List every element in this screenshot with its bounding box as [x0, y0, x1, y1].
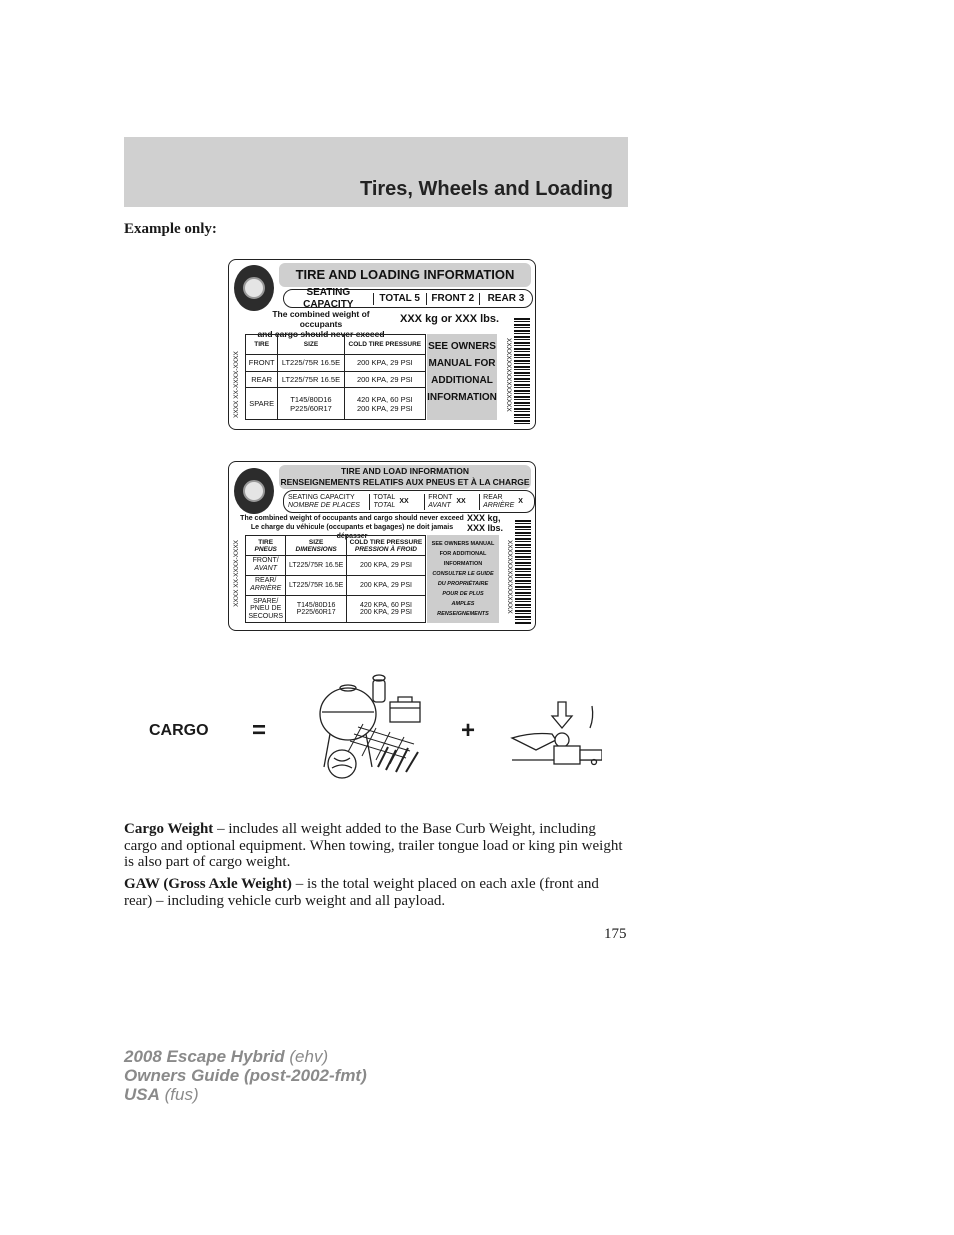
page-number: 175: [604, 926, 627, 942]
rear-en: REAR: [483, 493, 503, 501]
seating-capacity-row: [283, 490, 535, 513]
label-title: TIRE AND LOADING INFORMATION: [279, 263, 531, 287]
table-row: [246, 575, 426, 595]
pressure-spare-1: 420 KPA, 60 PSI: [356, 394, 413, 404]
warning-line-2: Le charge du véhicule (occupants et bagages) ne doit jamais dépasser: [250, 524, 454, 540]
front-en: FRONT: [428, 493, 453, 501]
cargo-weight-term: Cargo Weight: [124, 821, 214, 837]
footer: [124, 1047, 367, 1104]
cargo-label: CARGO: [149, 722, 209, 739]
size-spare-2: P225/60R17: [290, 403, 332, 413]
label-title: [279, 465, 531, 489]
pressure-front: 200 KPA, 29 PSI: [346, 556, 425, 576]
size-rear: LT225/75R 16.5E: [278, 371, 344, 388]
gaw-term: GAW (Gross Axle Weight): [124, 876, 292, 892]
weight-lbs: XXX lbs.: [467, 523, 504, 533]
front-value: XX: [456, 497, 466, 505]
seating-capacity: SEATING CAPACITY: [303, 286, 354, 310]
col-tire-fr: PNEUS: [254, 545, 277, 553]
seating-capacity-row: [283, 286, 533, 310]
tire-front-fr: AVANT: [254, 565, 277, 573]
panel-line: SEE OWNERS: [428, 341, 496, 352]
warning-line-2: and cargo should never exceed: [257, 329, 385, 339]
table-row: [246, 595, 426, 622]
col-pressure-fr: PRESSION À FROID: [354, 545, 417, 553]
tire-spare: [246, 595, 286, 622]
footer-region: USA: [124, 1085, 160, 1104]
size-spare-1: T145/80D16: [290, 394, 332, 404]
col-size: [286, 536, 347, 556]
table-row: [246, 388, 426, 420]
tire-rear: [246, 575, 286, 595]
tire-front: [246, 556, 286, 576]
cargo-weight-paragraph: [124, 821, 630, 871]
warning-line-1: The combined weight of occupants: [272, 309, 370, 329]
size-spare: [278, 388, 344, 420]
total-fr: TOTAL: [373, 501, 396, 509]
size-front: LT225/75R 16.5E: [286, 556, 347, 576]
seating-capacity: [284, 494, 369, 510]
seating-front: FRONT 2: [426, 293, 479, 305]
panel-line: FOR ADDITIONAL: [439, 551, 487, 557]
tire-spare-en: SPARE/: [253, 597, 279, 605]
seating-total: [369, 494, 424, 510]
rear-fr: ARRIÈRE: [483, 501, 515, 509]
panel-line: AMPLES: [451, 601, 475, 607]
panel-line: POUR DE PLUS: [442, 591, 484, 597]
see-owners-panel: [427, 535, 499, 623]
tire-rear-en: REAR/: [254, 577, 277, 585]
front-fr: AVANT: [428, 501, 451, 509]
tire-icon: [234, 468, 274, 514]
footer-model-code: (ehv): [284, 1047, 329, 1066]
tire-load-label-bilingual: [228, 461, 536, 631]
col-pressure: [346, 536, 425, 556]
pressure-spare-2: 200 KPA, 29 PSI: [359, 608, 412, 616]
seating-front: [424, 494, 479, 510]
max-weight: [467, 513, 503, 533]
cargo-items-illustration: [318, 672, 428, 784]
barcode-code: XXXXXXXXXXXXXXXXX: [506, 540, 513, 614]
cargo-weight-text: – includes all weight added to the Base Curb Weight, including cargo and optional equipment. When towing, trailer tongue load or king pin weight is also part of cargo weight.: [124, 821, 623, 870]
plus-sign: +: [461, 717, 476, 744]
tire-rear-fr: ARRIÈRE: [250, 585, 282, 593]
col-size-fr: DIMENSIONS: [295, 545, 337, 553]
total-value: XX: [399, 497, 409, 505]
col-pressure-en: COLD TIRE PRESSURE: [349, 538, 423, 546]
size-spare-2: P225/60R17: [296, 608, 336, 616]
col-tire: [246, 536, 286, 556]
title-french: RENSEIGNEMENTS RELATIFS AUX PNEUS ET À LA CHARGE: [280, 477, 530, 487]
pressure-rear: 200 KPA, 29 PSI: [344, 371, 425, 388]
col-size: SIZE: [278, 335, 344, 355]
tire-rear: REAR: [246, 371, 278, 388]
header-band: [124, 137, 628, 207]
pressure-spare: [344, 388, 425, 420]
trailer-hitch-illustration: [510, 700, 602, 772]
size-rear: LT225/75R 16.5E: [286, 575, 347, 595]
col-tire-en: TIRE: [258, 538, 274, 546]
pressure-rear: 200 KPA, 29 PSI: [346, 575, 425, 595]
gaw-text: – is the total weight placed on each axle (front and rear) – including vehicle curb weight and all payload.: [124, 876, 599, 909]
panel-line: DU PROPRIÉTAIRE: [437, 581, 489, 587]
pressure-spare-1: 420 KPA, 60 PSI: [359, 601, 412, 609]
title-english: TIRE AND LOAD INFORMATION: [341, 466, 469, 476]
panel-line: ADDITIONAL: [431, 375, 493, 386]
tire-front-en: FRONT/: [252, 557, 279, 565]
seating-total: TOTAL 5: [373, 293, 426, 305]
footer-line-1: [124, 1047, 367, 1066]
col-size-en: SIZE: [308, 538, 324, 546]
pressure-spare: [346, 595, 425, 622]
pressure-front: 200 KPA, 29 PSI: [344, 355, 425, 372]
seating-fr: NOMBRE DE PLACES: [288, 501, 360, 509]
total-en: TOTAL: [373, 493, 396, 501]
panel-line: MANUAL FOR: [428, 358, 496, 369]
tire-table: [245, 535, 426, 623]
col-pressure: COLD TIRE PRESSURE: [344, 335, 425, 355]
seating-rear: REAR 3: [479, 293, 532, 305]
footer-region-code: (fus): [159, 1085, 199, 1104]
footer-line-2: [124, 1066, 367, 1085]
table-row: [246, 371, 426, 388]
footer-guide: Owners Guide (post-2002-fmt): [124, 1066, 367, 1085]
see-owners-panel: [427, 334, 497, 420]
barcode-code: XXXXXXXXXXXXXXXXX: [505, 338, 512, 412]
size-spare: [286, 595, 347, 622]
col-tire: TIRE: [246, 335, 278, 355]
panel-line: RENSEIGNEMENTS: [437, 611, 489, 617]
size-front: LT225/75R 16.5E: [278, 355, 344, 372]
weight-kg: XXX kg,: [467, 513, 501, 523]
tire-spare-fr-1: PNEU DE: [250, 605, 282, 613]
footer-line-3: [124, 1085, 367, 1104]
equals-sign: =: [252, 717, 267, 744]
max-weight: XXX kg or XXX lbs.: [400, 313, 500, 325]
barcode: [515, 520, 531, 624]
rear-value: X: [518, 497, 523, 505]
tire-icon: [234, 265, 274, 311]
footer-model: 2008 Escape Hybrid: [124, 1047, 285, 1066]
gaw-paragraph: [124, 876, 630, 909]
tire-table: [245, 334, 426, 420]
panel-line: INFORMATION: [443, 561, 483, 567]
table-row: [246, 355, 426, 372]
seating-rear: [479, 494, 534, 510]
warning-line-1: The combined weight of occupants and cargo should never exceed: [240, 515, 464, 522]
barcode: [514, 318, 530, 424]
panel-line: INFORMATION: [427, 392, 497, 403]
panel-line: CONSULTER LE GUIDE: [432, 571, 494, 577]
table-row: [246, 556, 426, 576]
size-spare-1: T145/80D16: [296, 601, 336, 609]
seating-en: SEATING CAPACITY: [288, 493, 355, 501]
tire-spare: SPARE: [246, 388, 278, 420]
tire-front: FRONT: [246, 355, 278, 372]
side-code: XXXX XX-XXXX-XXXX: [233, 351, 240, 418]
tire-loading-label: [228, 259, 536, 430]
tire-spare-fr-2: SECOURS: [248, 612, 283, 620]
side-code: XXXX XX-XXXX-XXXX: [233, 540, 240, 607]
example-label: Example only:: [124, 221, 217, 237]
section-title: Tires, Wheels and Loading: [359, 178, 613, 200]
pressure-spare-2: 200 KPA, 29 PSI: [356, 403, 413, 413]
panel-line: SEE OWNERS MANUAL: [431, 541, 495, 547]
